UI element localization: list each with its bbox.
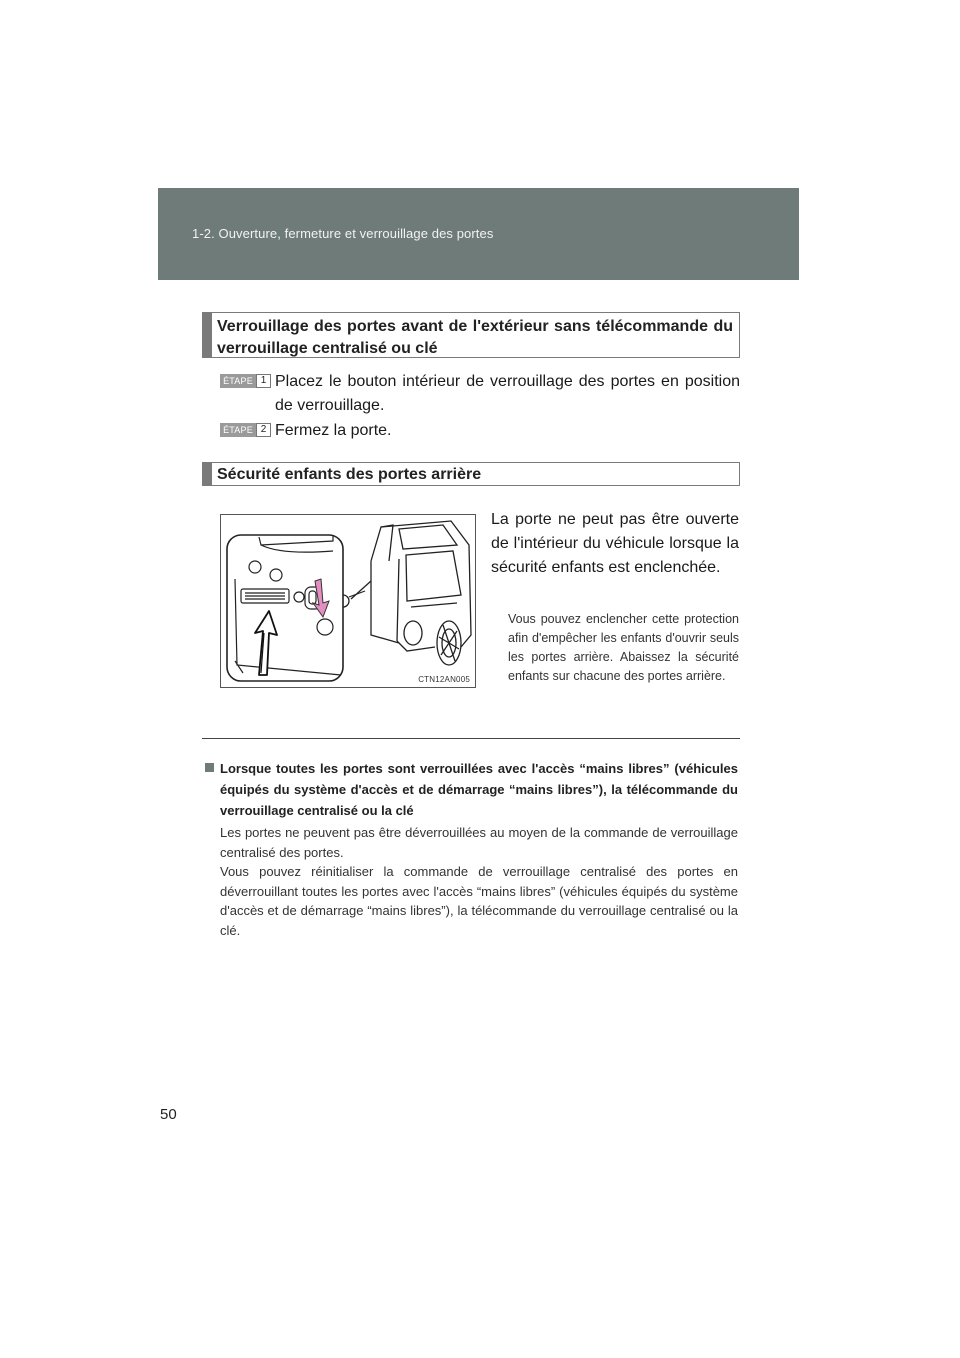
child-lock-illustration [220,514,476,688]
square-bullet-icon [205,763,214,772]
step-badge-label: ÉTAPE [220,374,256,388]
section-divider [202,738,740,739]
info-paragraph: Vous pouvez réinitialiser la commande de verrouillage centralisé des portes en déverrouillant toutes les portes avec l'accès “mains libres” (véhicules équipés du système d'accès et de démarrage “mains libres”), la télécommande du verrouillage centralisé ou la clé. [220,864,738,938]
child-lock-note: Vous pouvez enclencher cette protection afin d'empêcher les enfants d'ouvrir seuls les portes arrière. Abaissez la sécurité enfants sur chacune des portes arrière. [508,612,739,683]
chapter-header-band [158,188,799,280]
step-badge-label: ÉTAPE [220,423,256,437]
step-text: Fermez la porte. [275,422,392,439]
section-title: Verrouillage des portes avant de l'extérieur sans télécommande du verrouillage centralisé ou clé [217,318,733,357]
step-badge [220,423,271,437]
chapter-title: 1-2. Ouverture, fermeture et verrouillage des portes [192,226,494,241]
step-1 [220,370,740,418]
section-heading-bar [203,463,212,485]
step-badge [220,374,271,388]
section-heading-front-door-lock [202,312,740,358]
child-lock-drawing [221,515,475,687]
info-heading-text: Lorsque toutes les portes sont verrouillées avec l'accès “mains libres” (véhicules équipés du système d'accès et de démarrage “mains libres”), la télécommande du verrouillage centralisé ou la clé [220,761,738,818]
page-number: 50 [160,1106,177,1123]
step-2 [220,419,740,443]
info-heading [205,758,738,821]
step-badge-number: 2 [256,423,271,437]
child-lock-description: La porte ne peut pas être ouverte de l'intérieur du véhicule lorsque la sécurité enfants est enclenchée. [491,511,739,576]
section-heading-child-lock [202,462,740,486]
info-paragraph: Les portes ne peuvent pas être déverrouillées au moyen de la commande de verrouillage centralisé des portes. [220,825,738,860]
step-badge-number: 1 [256,374,271,388]
step-text: Placez le bouton intérieur de verrouillage des portes en position de verrouillage. [275,373,740,414]
section-title: Sécurité enfants des portes arrière [217,466,482,483]
figure-code: CTN12AN005 [418,675,470,684]
section-heading-bar [203,313,212,357]
info-body [220,823,738,940]
